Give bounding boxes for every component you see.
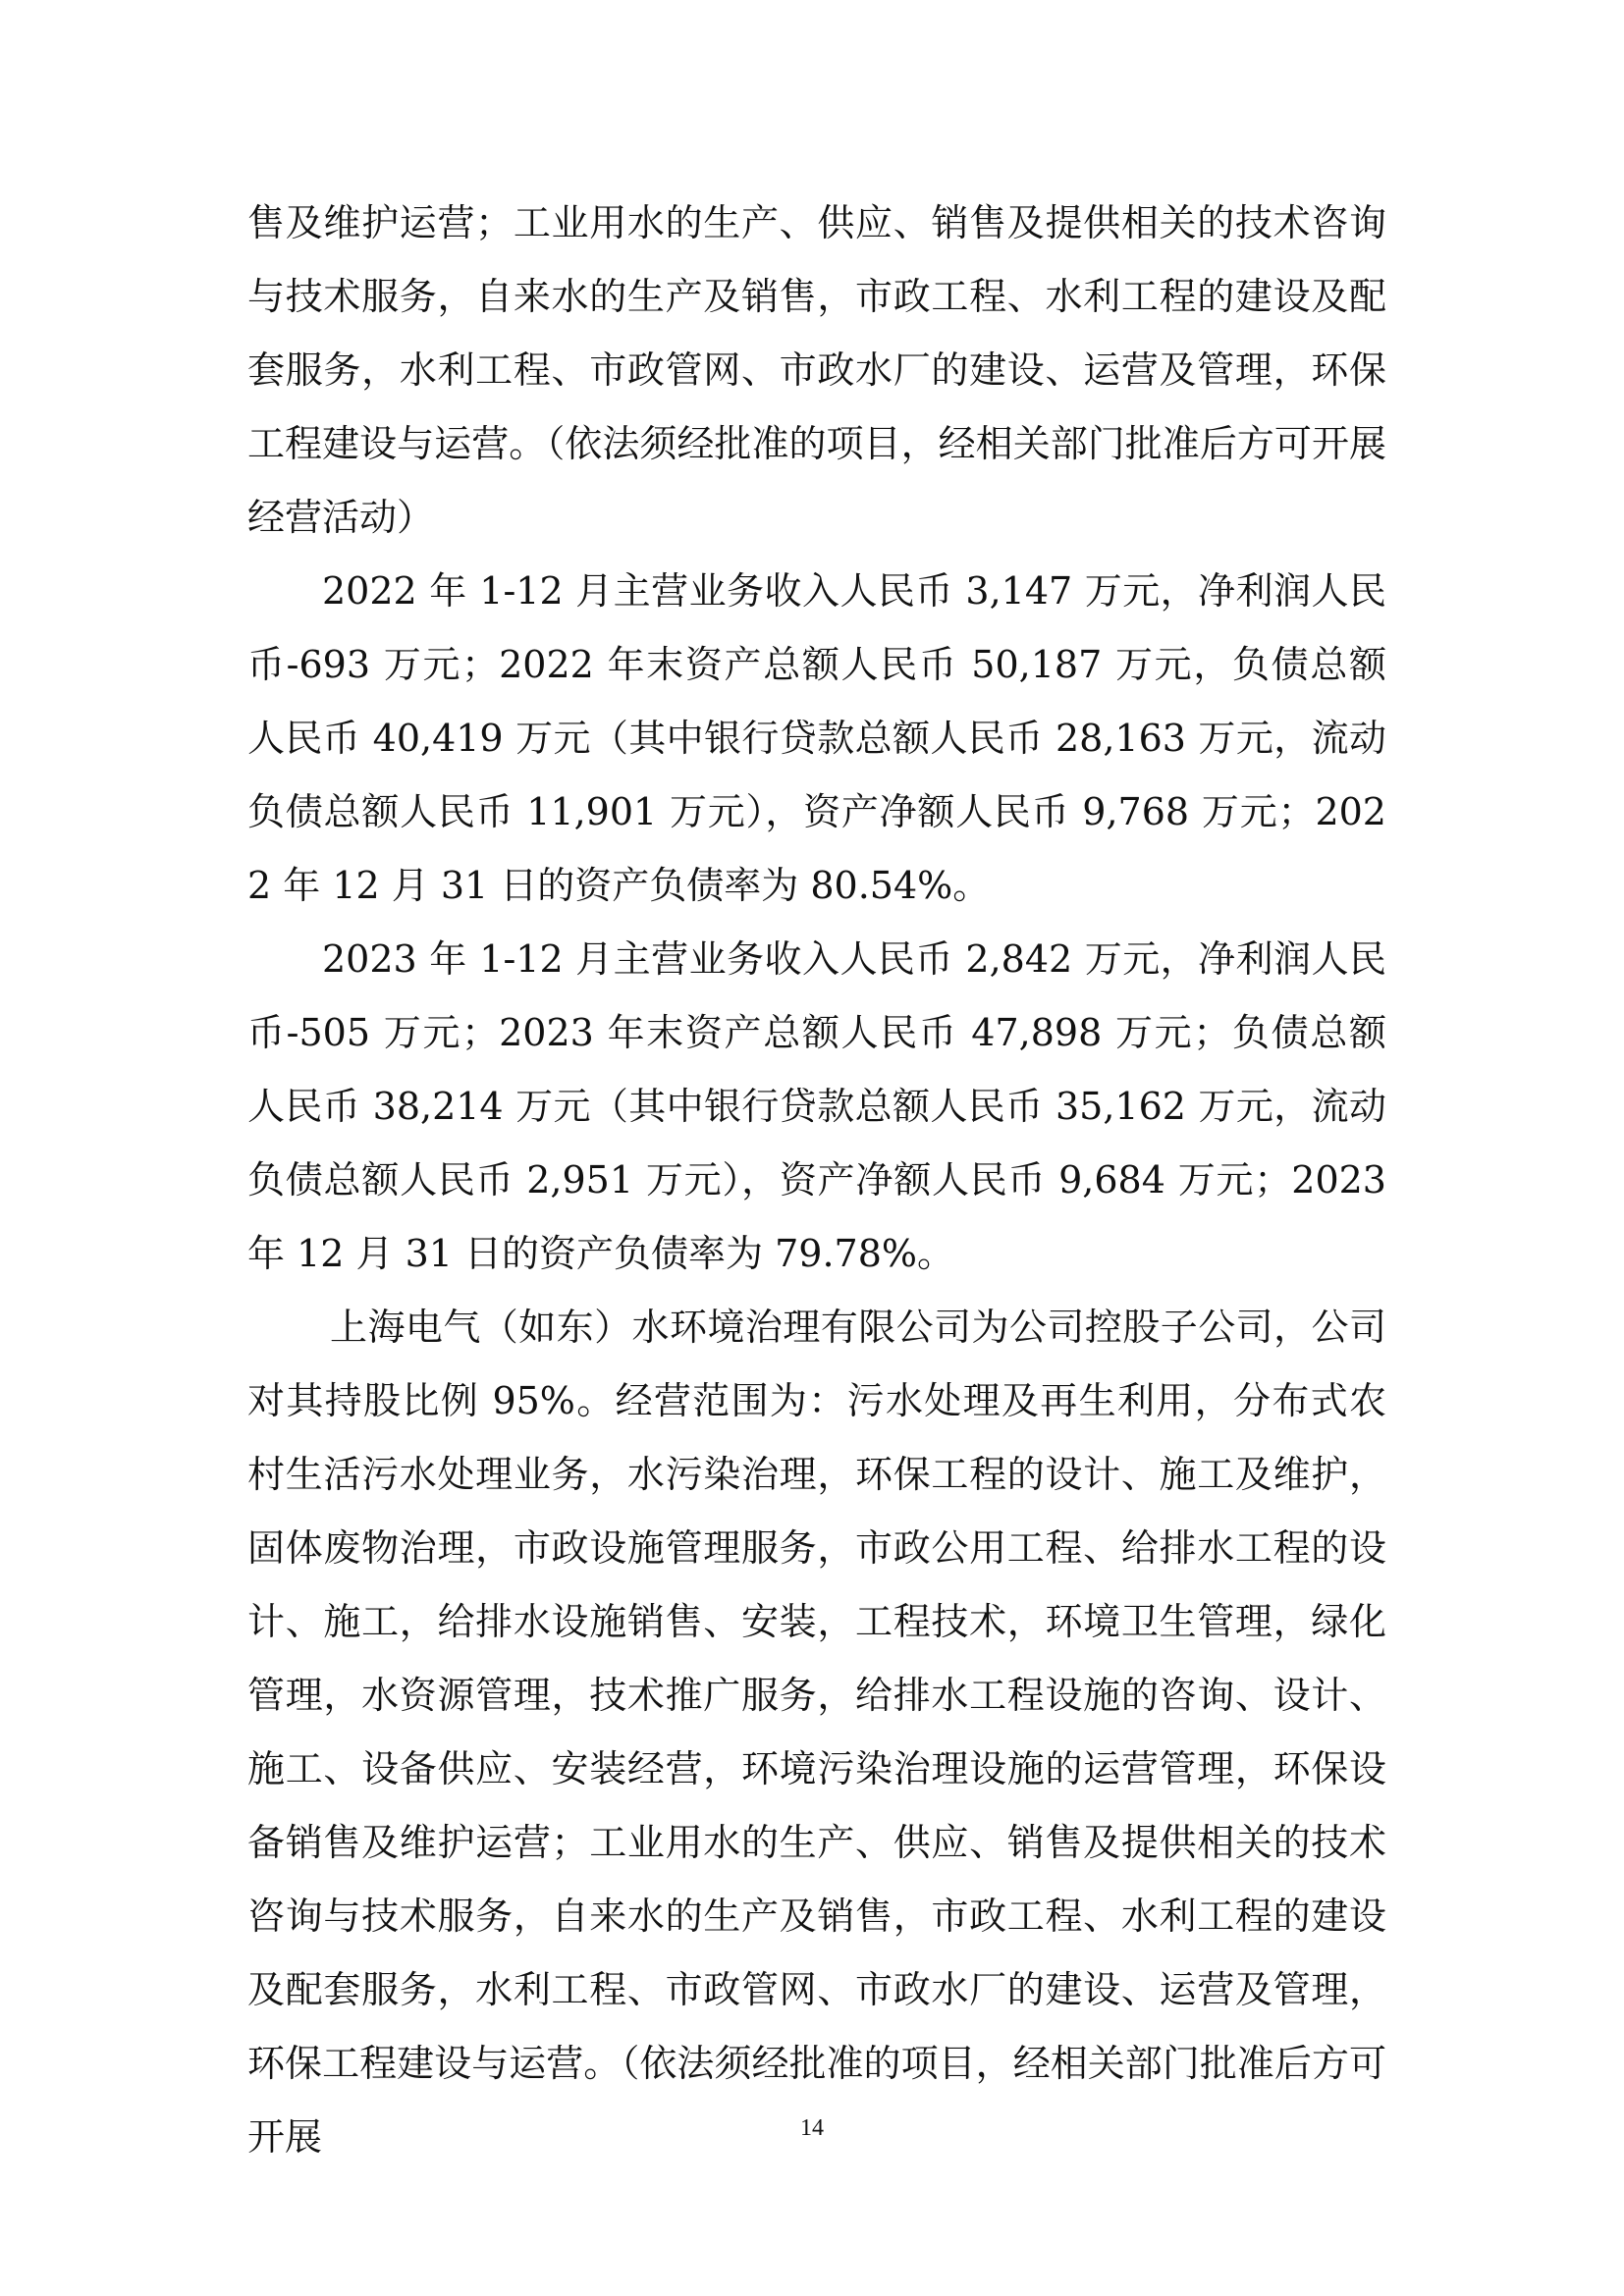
- page-number: 14: [800, 2115, 824, 2141]
- paragraph-rudong-subsidiary: 上海电气（如东）水环境治理有限公司为公司控股子公司，公司对其持股比例 95%。经营范围为：污水处理及再生利用，分布式农村生活污水处理业务，水污染治理，环保工程的设计、施工及维护，固体废物治理，市政设施管理服务，市政公用工程、给排水工程的设计、施工，给排水设施销售、安装，工程技术，环境卫生管理，绿化管理，水资源管理，技术推广服务，给排水工程设施的咨询、设计、施工、设备供应、安装经营，环境污染治理设施的运营管理，环保设备销售及维护运营；工业用水的生产、供应、销售及提供相关的技术咨询与技术服务，自来水的生产及销售，市政工程、水利工程的建设及配套服务，水利工程、市政管网、市政水厂的建设、运营及管理，环保工程建设与运营。（依法须经批准的项目，经相关部门批准后方可开展: [247, 1306, 1386, 2159]
- paragraph-2023-financials: 2023 年 1-12 月主营业务收入人民币 2,842 万元，净利润人民币-505 万元；2023 年末资产总额人民币 47,898 万元；负债总额人民币 38,214 万元（其中银行贷款总额人民币 35,162 万元，流动负债总额人民币 2,951 万元），资产净额人民币 9,684 万元；2023 年 12 月 31 日的资产负债率为 79.78%。: [247, 937, 1386, 1275]
- paragraph-2022-financials: 2022 年 1-12 月主营业务收入人民币 3,147 万元，净利润人民币-693 万元；2022 年末资产总额人民币 50,187 万元，负债总额人民币 40,419 万元（其中银行贷款总额人民币 28,163 万元，流动负债总额人民币 11,901 万元），资产净额人民币 9,768 万元；2022 年 12 月 31 日的资产负债率为 80.54%。: [247, 569, 1386, 907]
- paragraph-business-scope-continued: 售及维护运营；工业用水的生产、供应、销售及提供相关的技术咨询与技术服务，自来水的生产及销售，市政工程、水利工程的建设及配套服务，水利工程、市政管网、市政水厂的建设、运营及管理，环保工程建设与运营。（依法须经批准的项目，经相关部门批准后方可开展经营活动）: [247, 201, 1386, 539]
- document-body: [247, 187, 1386, 2174]
